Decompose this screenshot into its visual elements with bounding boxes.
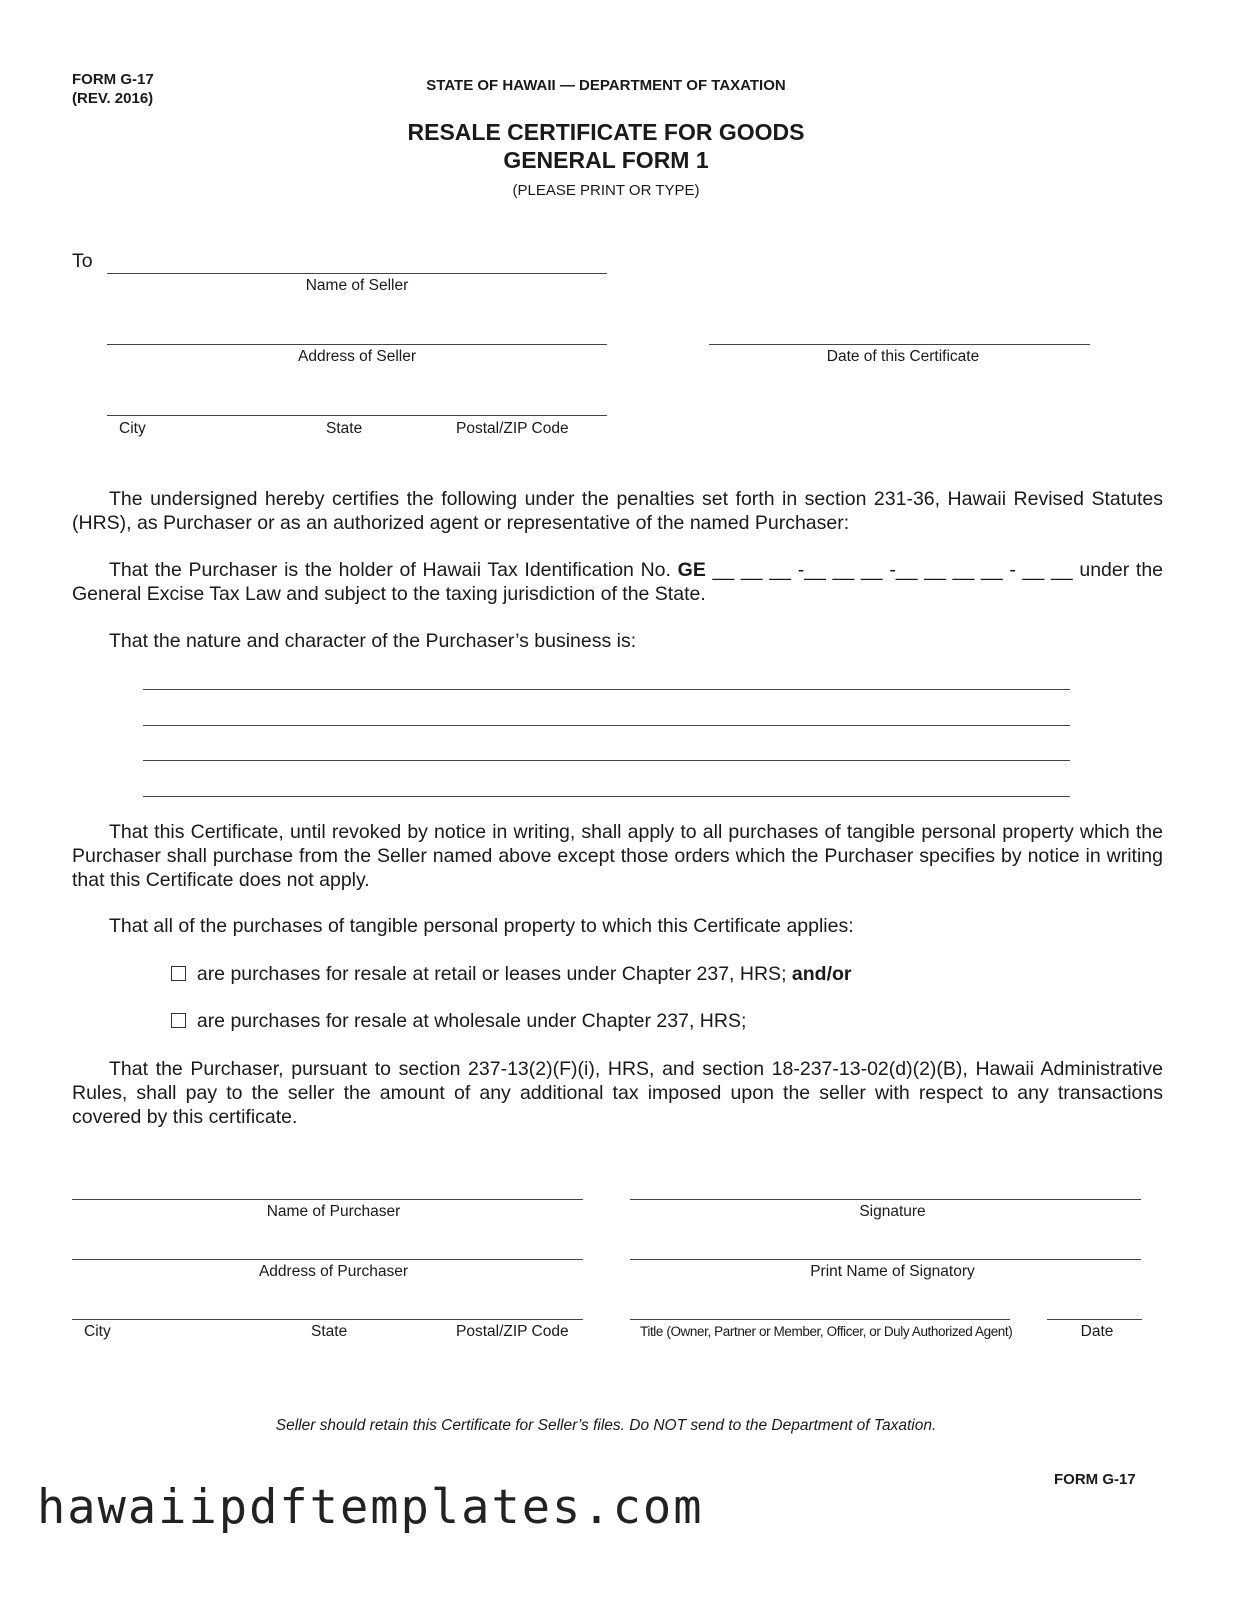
agency-name: STATE OF HAWAII — DEPARTMENT OF TAXATION bbox=[426, 77, 786, 94]
retail-option-text: are purchases for resale at retail or leases under Chapter 237, HRS; bbox=[196, 963, 787, 985]
wholesale-option-text: are purchases for resale at wholesale under Chapter 237, HRS; bbox=[196, 1010, 747, 1032]
retail-checkbox[interactable] bbox=[171, 966, 186, 981]
business-line-3[interactable] bbox=[143, 760, 1070, 761]
certificate-date-label: Date of this Certificate bbox=[826, 348, 980, 365]
tax-id-intro: That the Purchaser is the holder of Hawaii Tax Identification No. bbox=[109, 559, 671, 581]
purchaser-city-label: City bbox=[84, 1323, 111, 1340]
additional-tax-paragraph bbox=[72, 1057, 1163, 1129]
print-name-label: Print Name of Signatory bbox=[810, 1263, 975, 1280]
business-nature-paragraph bbox=[72, 629, 1163, 653]
tax-id-paragraph bbox=[72, 558, 1163, 606]
revocation-paragraph bbox=[72, 820, 1163, 892]
business-line-4[interactable] bbox=[143, 796, 1070, 797]
purchaser-city-state-zip-field[interactable] bbox=[72, 1319, 583, 1320]
retention-note: Seller should retain this Certificate for Seller’s files. Do NOT send to the Department of Taxation. bbox=[275, 1417, 937, 1434]
form-title: RESALE CERTIFICATE FOR GOODS bbox=[407, 119, 805, 145]
purchaser-name-label: Name of Purchaser bbox=[266, 1203, 401, 1220]
purchaser-address-label: Address of Purchaser bbox=[258, 1263, 409, 1280]
purchaser-address-field[interactable] bbox=[72, 1259, 583, 1260]
footer-form-number: FORM G-17 bbox=[1054, 1471, 1136, 1488]
signature-field[interactable] bbox=[630, 1199, 1141, 1200]
seller-name-field[interactable] bbox=[107, 273, 607, 274]
revocation-text: That this Certificate, until revoked by notice in writing, shall apply to all purchases of tangible personal property which the Purchaser shall purchase from the Seller named above except those orders which the Purchaser specifies by notice in writing that this Certificate does not apply. bbox=[72, 821, 1163, 891]
certificate-date-field[interactable] bbox=[709, 344, 1090, 345]
signature-date-field[interactable] bbox=[1047, 1319, 1142, 1320]
signatory-title-label: Title (Owner, Partner or Member, Officer, or Duly Authorized Agent) bbox=[640, 1324, 1013, 1339]
seller-address-field[interactable] bbox=[107, 344, 607, 345]
ge-prefix: GE bbox=[677, 559, 706, 581]
seller-state-label: State bbox=[326, 420, 363, 437]
additional-tax-text: That the Purchaser, pursuant to section 237-13(2)(F)(i), HRS, and section 18-237-13-02(d)(2)(B), Hawaii Administrative Rules, shall pay to the seller the amount of any additional tax imposed upon the seller with respect to any transactions covered by this certificate. bbox=[72, 1058, 1163, 1128]
and-or-text: and/or bbox=[791, 963, 852, 985]
print-instruction: (PLEASE PRINT OR TYPE) bbox=[512, 182, 700, 199]
business-nature-text: That the nature and character of the Purchaser’s business is: bbox=[109, 630, 637, 652]
business-line-1[interactable] bbox=[143, 689, 1070, 690]
business-line-2[interactable] bbox=[143, 725, 1070, 726]
tax-id-blanks[interactable]: __ __ __ -__ __ __ -__ __ __ __ - __ __ bbox=[712, 559, 1073, 581]
purchaser-state-label: State bbox=[311, 1323, 348, 1340]
signature-date-label: Date bbox=[1080, 1323, 1114, 1340]
wholesale-checkbox[interactable] bbox=[171, 1013, 186, 1028]
to-label: To bbox=[72, 250, 93, 272]
website-watermark: hawaiipdftemplates.com bbox=[37, 1480, 704, 1535]
print-name-field[interactable] bbox=[630, 1259, 1141, 1260]
form-number: FORM G-17 bbox=[72, 71, 154, 88]
seller-name-label: Name of Seller bbox=[305, 277, 409, 294]
signatory-title-field[interactable] bbox=[630, 1319, 1010, 1320]
seller-city-label: City bbox=[119, 420, 146, 437]
form-revision: (REV. 2016) bbox=[72, 90, 154, 107]
applies-text: That all of the purchases of tangible personal property to which this Certificate applies: bbox=[109, 915, 854, 937]
certification-text: The undersigned hereby certifies the following under the penalties set forth in section 231-36, Hawaii Revised Statutes (HRS), as Purchaser or as an authorized agent or representative of the named Purchaser: bbox=[72, 488, 1163, 534]
form-subtitle: GENERAL FORM 1 bbox=[503, 147, 709, 173]
certification-paragraph bbox=[72, 487, 1163, 535]
purchaser-name-field[interactable] bbox=[72, 1199, 583, 1200]
applies-paragraph bbox=[72, 914, 1163, 938]
seller-address-label: Address of Seller bbox=[297, 348, 417, 365]
option-wholesale bbox=[171, 1009, 746, 1033]
tax-id-outro: under the General Excise Tax Law and subject to the taxing jurisdiction of the State. bbox=[72, 559, 1164, 605]
signature-label: Signature bbox=[859, 1203, 926, 1220]
purchaser-zip-label: Postal/ZIP Code bbox=[456, 1323, 569, 1340]
seller-city-state-zip-field[interactable] bbox=[107, 415, 607, 416]
option-retail bbox=[171, 962, 852, 986]
seller-zip-label: Postal/ZIP Code bbox=[456, 420, 569, 437]
